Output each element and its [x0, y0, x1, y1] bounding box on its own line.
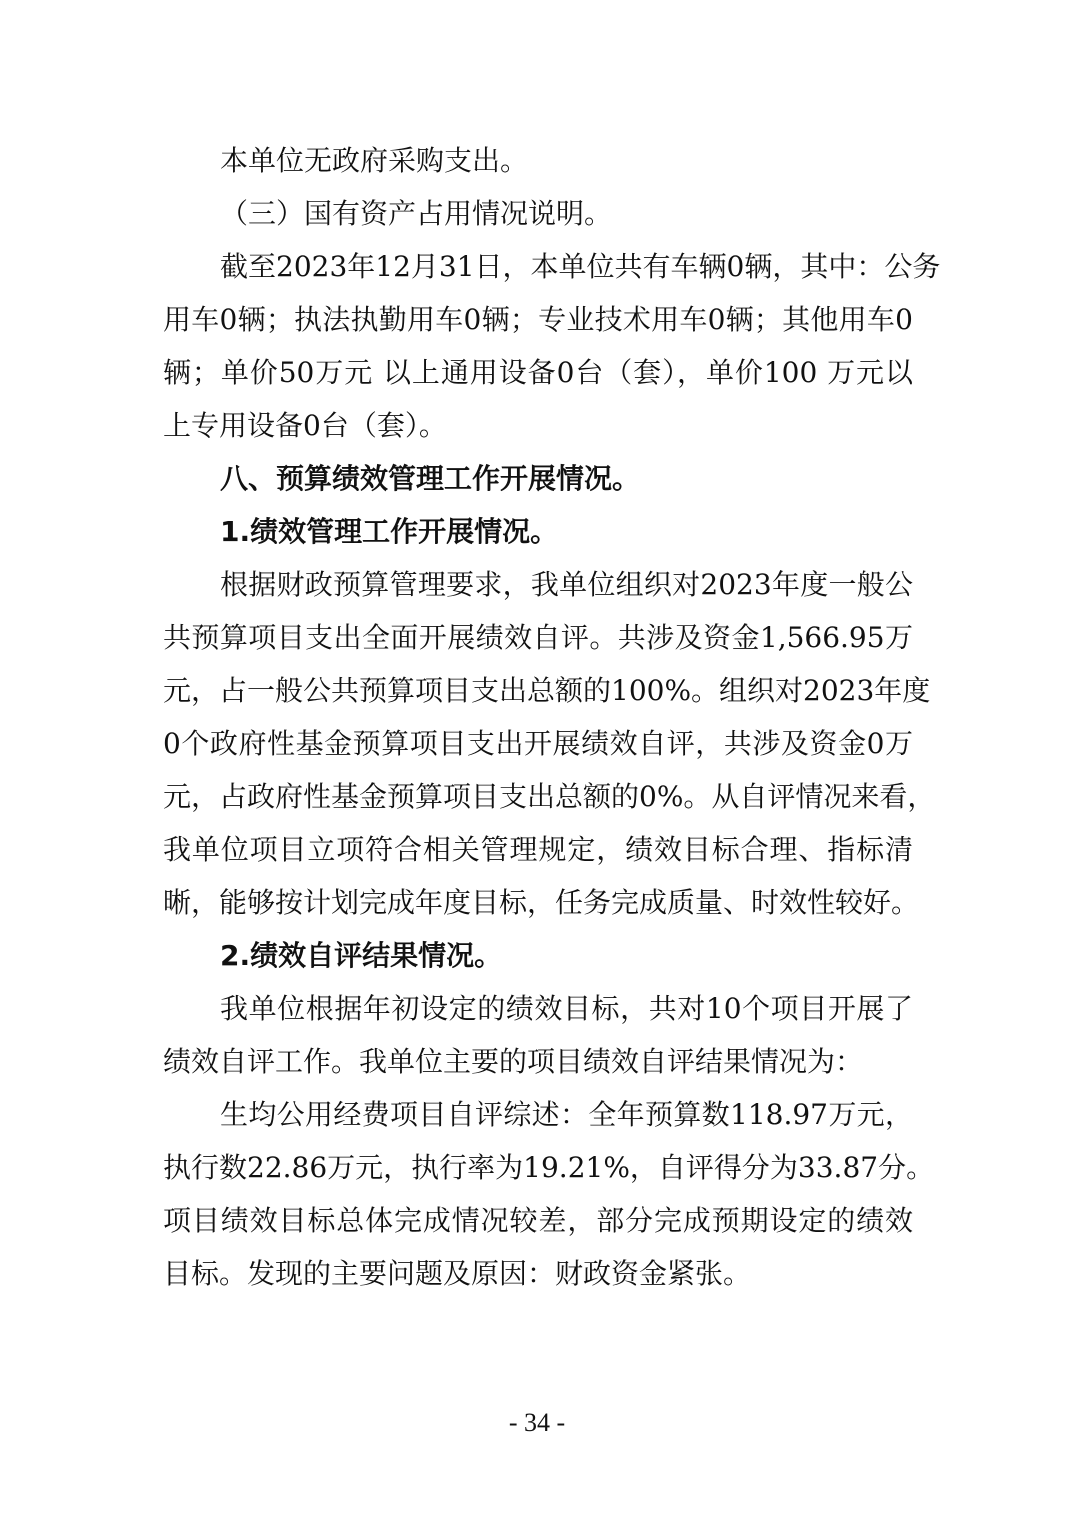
subheading-self-evaluation-results: 2.绩效自评结果情况。 — [220, 939, 503, 972]
paragraph-performance-line-6: 我单位项目立项符合相关管理规定，绩效目标合理、指标清 — [163, 833, 913, 866]
paragraph-performance-line-5: 元，占政府性基金预算项目支出总额的0%。从自评情况来看， — [163, 780, 936, 813]
paragraph-project-line-2: 执行数22.86万元，执行率为19.21%，自评得分为33.87分。 — [163, 1151, 935, 1184]
document-body — [163, 134, 941, 1300]
paragraph-project-line-1: 生均公用经费项目自评综述：全年预算数118.97万元， — [220, 1098, 913, 1131]
paragraph-assets-line-1: 截至2023年12月31日，本单位共有车辆0辆，其中：公务 — [220, 250, 941, 283]
paragraph-procurement-line-1: 本单位无政府采购支出。 — [220, 144, 529, 177]
paragraph-project-line-4: 目标。发现的主要问题及原因：财政资金紧张。 — [163, 1257, 752, 1290]
section-heading-performance-management: 八、预算绩效管理工作开展情况。 — [220, 462, 641, 495]
paragraph-performance-line-4: 0个政府性基金预算项目支出开展绩效自评，共涉及资金0万 — [163, 727, 913, 760]
paragraph-project-line-3: 项目绩效目标总体完成情况较差，部分完成预期设定的绩效 — [163, 1204, 913, 1237]
paragraph-results-line-2: 绩效自评工作。我单位主要的项目绩效自评结果情况为： — [163, 1045, 864, 1078]
paragraph-assets-line-3: 辆；单价50万元 以上通用设备0台（套），单价100 万元以 — [163, 356, 913, 389]
section-heading-state-assets: （三）国有资产占用情况说明。 — [220, 197, 613, 230]
paragraph-assets-line-4: 上专用设备0台（套）。 — [163, 409, 447, 442]
paragraph-performance-line-7: 晰，能够按计划完成年度目标，任务完成质量、时效性较好。 — [163, 886, 920, 919]
subheading-performance-work: 1.绩效管理工作开展情况。 — [220, 515, 559, 548]
page-number: - 34 - — [508, 1408, 566, 1437]
paragraph-performance-line-2: 共预算项目支出全面开展绩效自评。共涉及资金1,566.95万 — [163, 621, 913, 654]
paragraph-performance-line-3: 元，占一般公共预算项目支出总额的100%。组织对2023年度 — [163, 674, 931, 707]
paragraph-performance-line-1: 根据财政预算管理要求，我单位组织对2023年度一般公 — [220, 568, 913, 601]
paragraph-results-line-1: 我单位根据年初设定的绩效目标，共对10个项目开展了 — [220, 992, 913, 1025]
paragraph-assets-line-2: 用车0辆；执法执勤用车0辆；专业技术用车0辆；其他用车0 — [163, 303, 913, 336]
